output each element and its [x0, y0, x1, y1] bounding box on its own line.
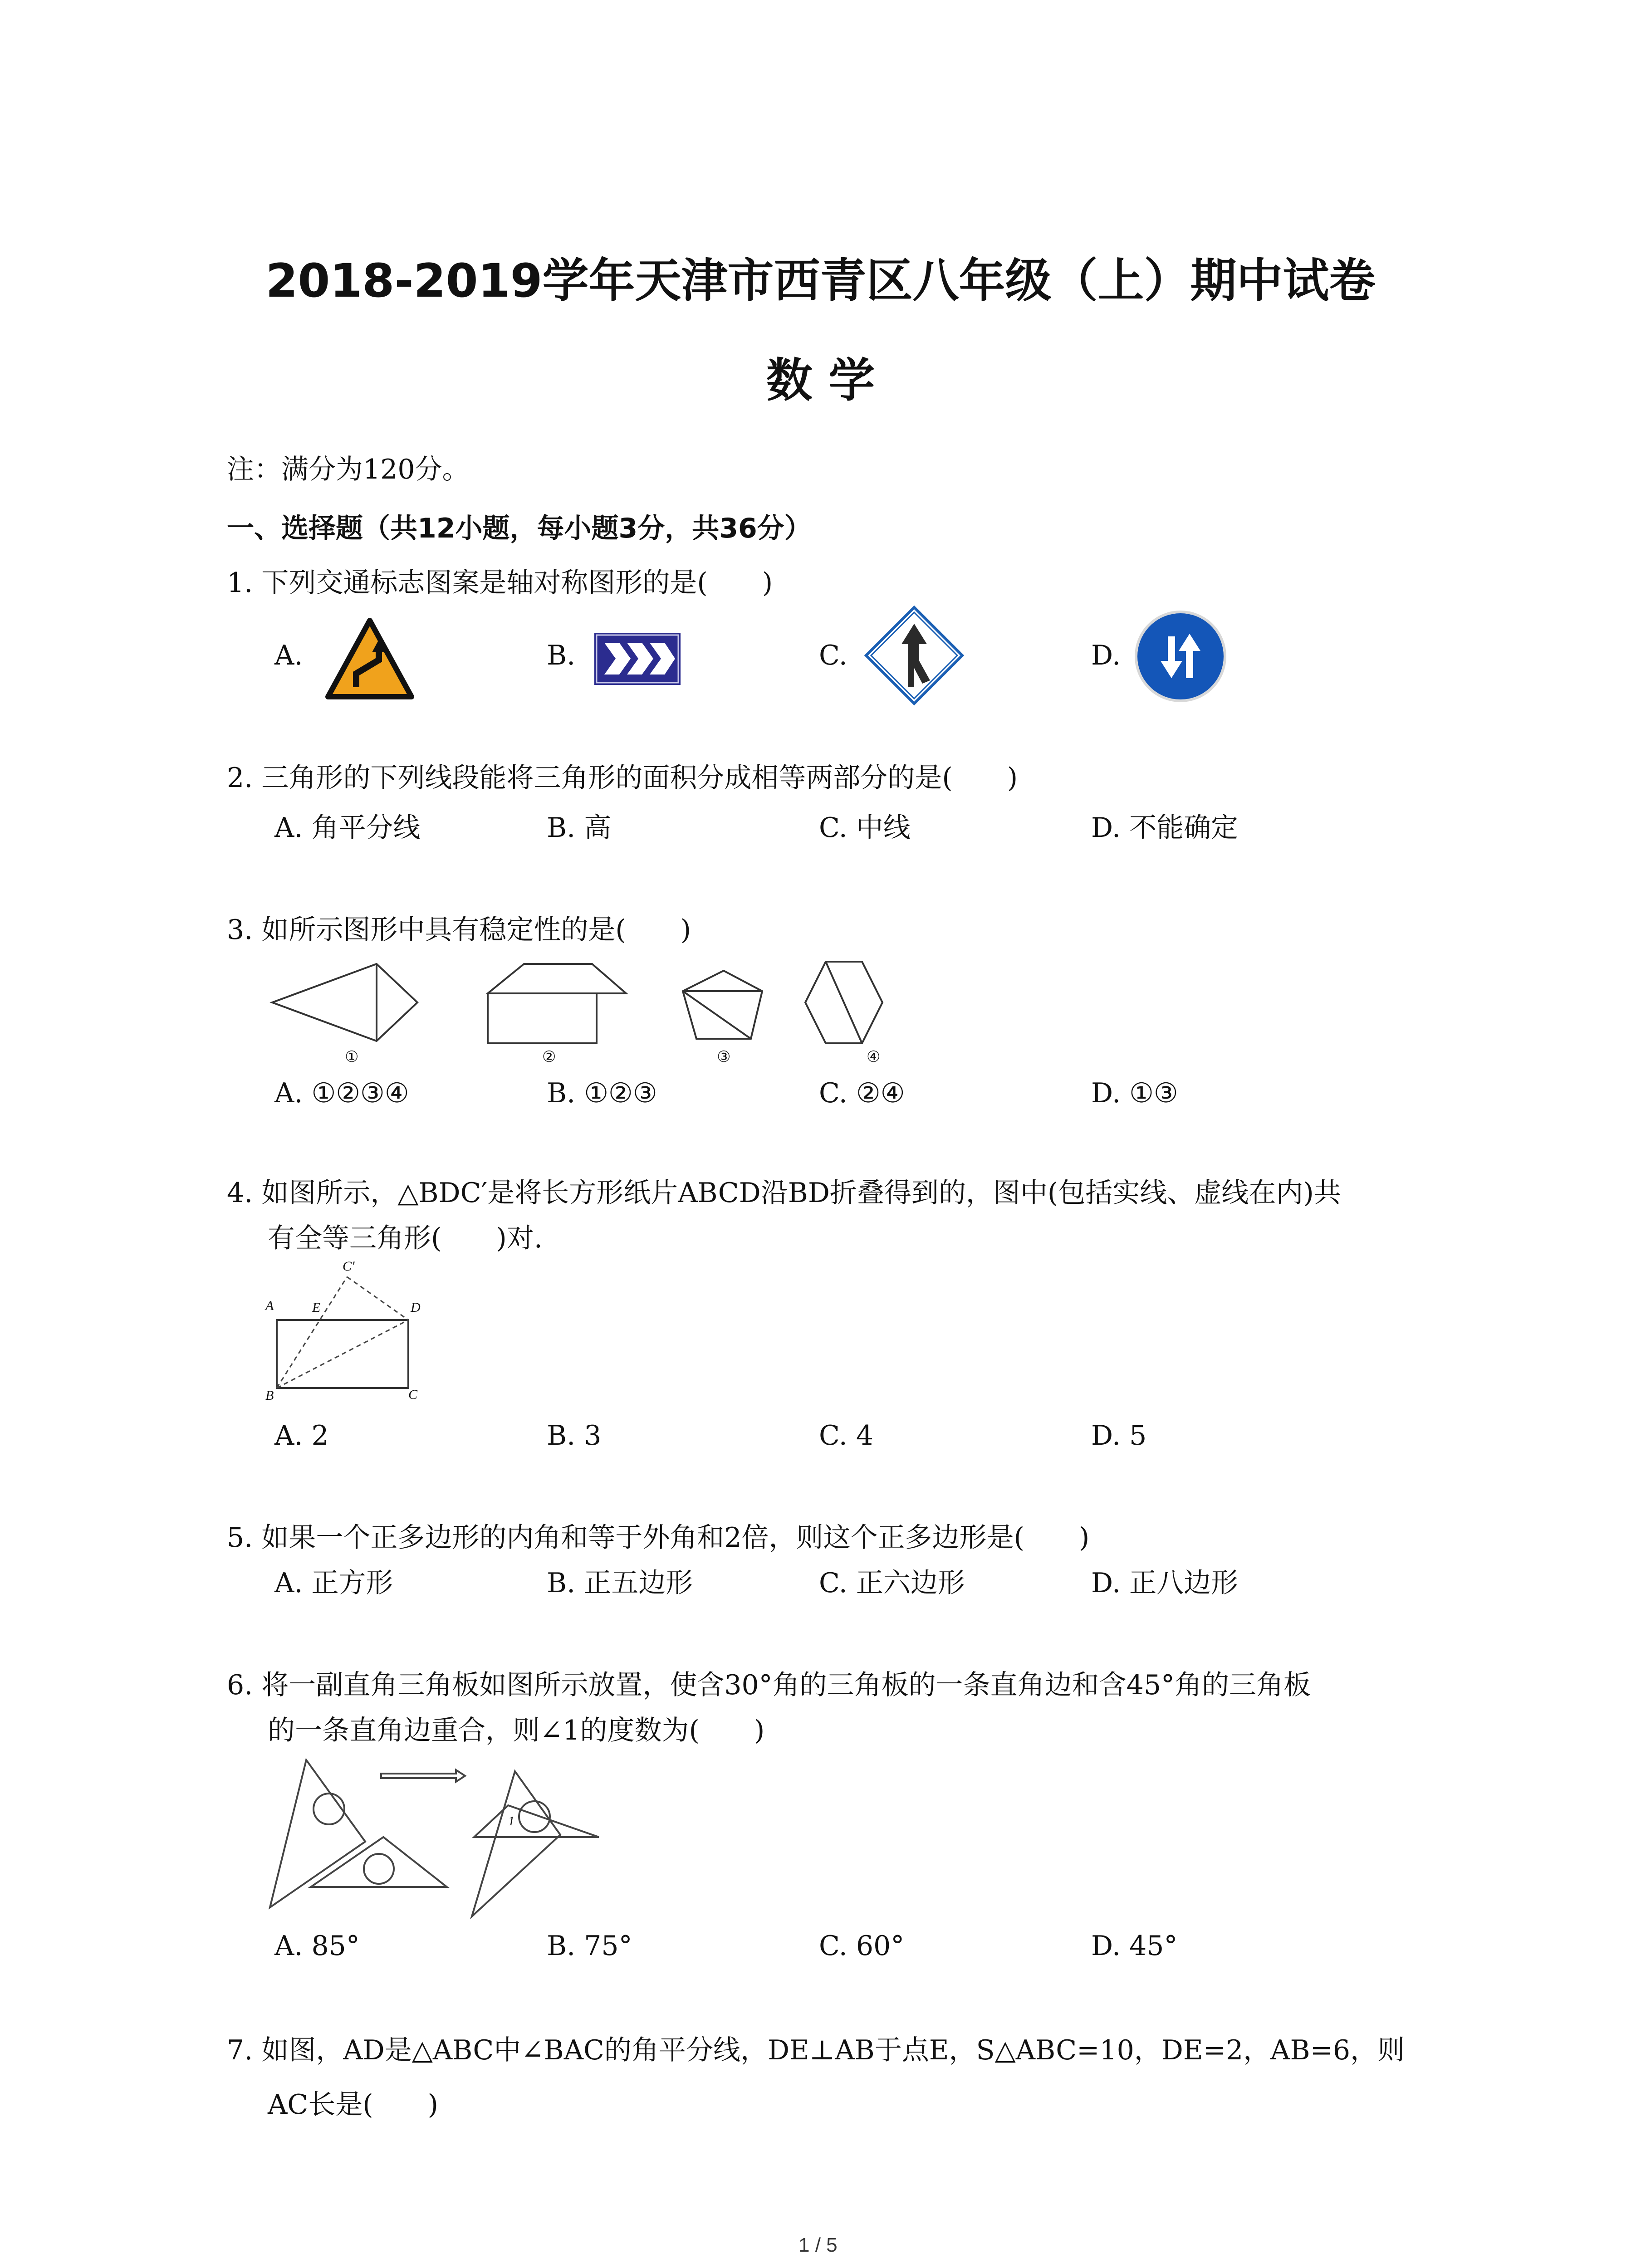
q5-option-c: C. 正六边形	[819, 1567, 965, 1599]
q2-option-c: C. 中线	[819, 812, 911, 844]
point-e-label: E	[312, 1300, 321, 1315]
q2-option-b: B. 高	[547, 812, 612, 844]
q5-option-a: A. 正方形	[274, 1567, 393, 1599]
chevron-arrows-sign-icon	[594, 633, 681, 685]
angle-1-label: 1	[508, 1814, 514, 1828]
q1-option-d: D.	[1091, 640, 1121, 671]
q3-option-c: C. ②④	[819, 1077, 905, 1109]
figure-1-label: ①	[345, 1048, 359, 1066]
figure-2-label: ②	[542, 1048, 556, 1066]
q1-option-b: B.	[547, 640, 576, 671]
q2-option-a: A. 角平分线	[274, 812, 421, 844]
q6-option-b: B. 75°	[547, 1930, 632, 1962]
two-way-traffic-sign-icon	[1134, 610, 1227, 703]
set-squares-figure	[265, 1755, 606, 1923]
point-d-label: D	[411, 1300, 421, 1315]
question-1-stem: 1. 下列交通标志图案是轴对称图形的是( )	[227, 567, 773, 599]
question-6-stem-cont: 的一条直角边重合，则∠1的度数为( )	[268, 1715, 765, 1746]
figure-2-house	[488, 964, 626, 993]
page-number: 1 / 5	[798, 2234, 838, 2256]
q5-option-b: B. 正五边形	[547, 1567, 693, 1599]
figure-1-kite	[272, 964, 417, 1041]
point-b-label: B	[265, 1388, 274, 1403]
point-a-label: A	[265, 1298, 274, 1313]
section-heading: 一、选择题（共12小题，每小题3分，共36分）	[227, 513, 812, 544]
figure-4-label: ④	[867, 1048, 881, 1066]
q4-option-d: D. 5	[1091, 1420, 1147, 1452]
stability-figures	[272, 959, 916, 1073]
q3-option-a: A. ①②③④	[274, 1077, 409, 1109]
q3-option-b: B. ①②③	[547, 1077, 657, 1109]
paper-title: 2018-2019学年天津市西青区八年级（上）期中试卷	[265, 254, 1376, 308]
q4-option-b: B. 3	[547, 1420, 602, 1452]
question-5-stem: 5. 如果一个正多边形的内角和等于外角和2倍，则这个正多边形是( )	[227, 1522, 1090, 1554]
q6-option-d: D. 45°	[1091, 1930, 1178, 1962]
question-7-stem: 7. 如图，AD是△ABC中∠BAC的角平分线，DE⊥AB于点E，S△ABC=10，DE=2，AB=6，则	[227, 2034, 1405, 2066]
question-4-stem: 4. 如图所示，△BDC′是将长方形纸片ABCD沿BD折叠得到的，图中(包括实线、虚线在内)共	[227, 1177, 1341, 1209]
question-2-stem: 2. 三角形的下列线段能将三角形的面积分成相等两部分的是( )	[227, 762, 1018, 794]
triangle-30-deg	[270, 1760, 365, 1907]
q4-option-a: A. 2	[274, 1420, 329, 1452]
q6-option-a: A. 85°	[274, 1930, 360, 1962]
q4-option-c: C. 4	[819, 1420, 874, 1452]
q5-option-d: D. 正八边形	[1091, 1567, 1239, 1599]
q2-option-d: D. 不能确定	[1091, 812, 1239, 844]
question-7-stem-cont: AC长是( )	[268, 2089, 439, 2121]
q1-option-c: C.	[819, 640, 847, 671]
question-4-stem-cont: 有全等三角形( )对.	[268, 1222, 543, 1254]
subject-title: 数 学	[766, 354, 875, 408]
triangle-45-deg	[311, 1837, 447, 1887]
score-note: 注：满分为120分。	[227, 454, 470, 485]
q1-option-a: A.	[274, 640, 303, 671]
figure-3-label: ③	[717, 1048, 731, 1066]
point-c-prime-label: C′	[343, 1259, 355, 1274]
figure-3-pentagon	[683, 971, 762, 1039]
point-c-label: C	[408, 1387, 418, 1402]
q3-option-d: D. ①③	[1091, 1077, 1178, 1109]
merge-lane-sign-icon	[864, 606, 964, 705]
q6-option-c: C. 60°	[819, 1930, 905, 1962]
winding-road-sign-icon	[324, 617, 415, 701]
folded-rectangle-figure	[268, 1266, 449, 1415]
question-3-stem: 3. 如所示图形中具有稳定性的是( )	[227, 914, 691, 946]
question-6-stem: 6. 将一副直角三角板如图所示放置，使含30°角的三角板的一条直角边和含45°角的三角板	[227, 1669, 1311, 1701]
